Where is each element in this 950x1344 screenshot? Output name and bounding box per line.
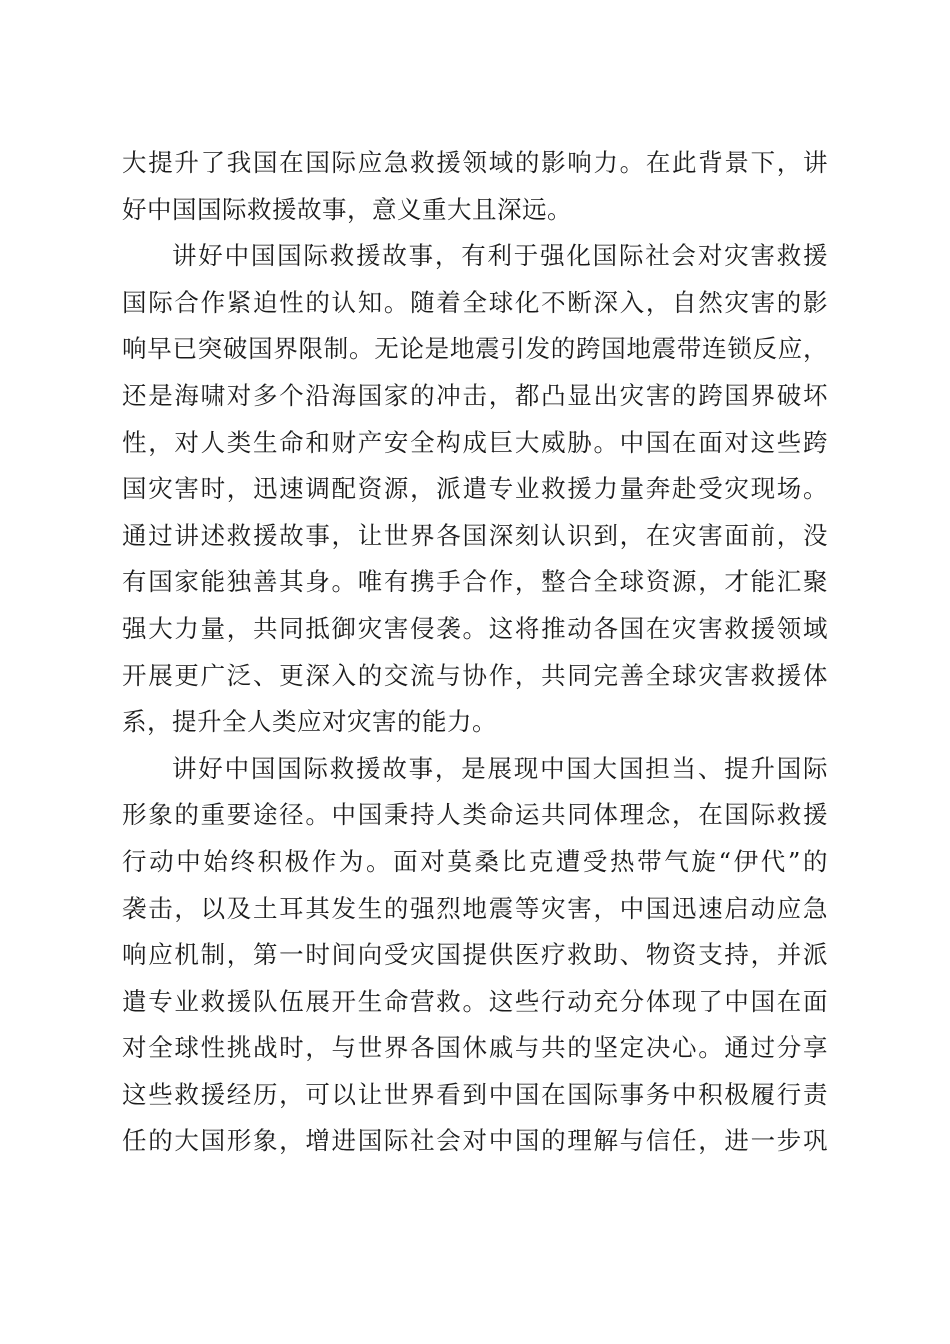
text-line: 系，提升全人类应对灾害的能力。 — [122, 707, 497, 737]
text-line: 性，对人类生命和财产安全构成巨大威胁。中国在面对这些跨 — [122, 427, 828, 457]
text-line: 国灾害时，迅速调配资源，派遣专业救援力量奔赴受灾现场。 — [122, 474, 828, 504]
text-line: 讲好中国国际救援故事，是展现中国大国担当、提升国际 — [172, 753, 828, 783]
text-line: 通过讲述救援故事，让世界各国深刻认识到，在灾害面前，没 — [122, 520, 828, 550]
text-line: 国际合作紧迫性的认知。随着全球化不断深入，自然灾害的影 — [122, 287, 828, 317]
text-line: 对全球性挑战时，与世界各国休戚与共的坚定决心。通过分享 — [122, 1033, 828, 1063]
text-line: 响早已突破国界限制。无论是地震引发的跨国地震带连锁反应， — [122, 334, 828, 364]
text-line: 这些救援经历，可以让世界看到中国在国际事务中积极履行责 — [122, 1079, 828, 1109]
text-line: 强大力量，共同抵御灾害侵袭。这将推动各国在灾害救援领域 — [122, 613, 828, 643]
text-line: 袭击，以及土耳其发生的强烈地震等灾害，中国迅速启动应急 — [122, 893, 828, 923]
body-text — [122, 140, 828, 1165]
text-line: 大提升了我国在国际应急救援领域的影响力。在此背景下，讲 — [122, 148, 828, 177]
text-line: 形象的重要途径。中国秉持人类命运共同体理念，在国际救援 — [122, 800, 828, 830]
text-line: 讲好中国国际救援故事，有利于强化国际社会对灾害救援 — [172, 241, 828, 271]
text-line: 响应机制，第一时间向受灾国提供医疗救助、物资支持，并派 — [122, 940, 828, 970]
text-line: 还是海啸对多个沿海国家的冲击，都凸显出灾害的跨国界破坏 — [122, 380, 828, 410]
text-line: 任的大国形象，增进国际社会对中国的理解与信任，进一步巩 — [122, 1126, 828, 1156]
text-line: 有国家能独善其身。唯有携手合作，整合全球资源，才能汇聚 — [122, 567, 828, 597]
text-line: 开展更广泛、更深入的交流与协作，共同完善全球灾害救援体 — [122, 660, 828, 690]
text-line: 好中国国际救援故事，意义重大且深远。 — [122, 194, 572, 224]
text-line: 行动中始终积极作为。面对莫桑比克遭受热带气旋“伊代”的 — [122, 846, 828, 876]
text-line: 遣专业救援队伍展开生命营救。这些行动充分体现了中国在面 — [122, 986, 828, 1016]
